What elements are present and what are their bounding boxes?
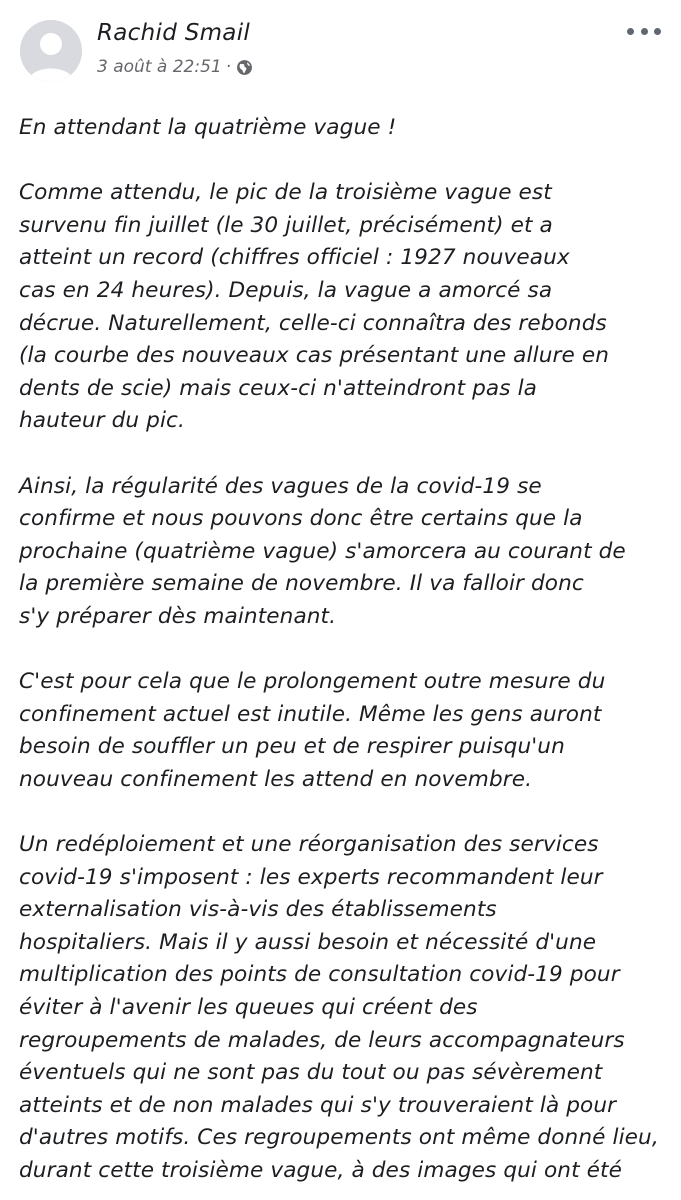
paragraph-gap	[19, 145, 664, 178]
more-options-icon-dot	[641, 28, 648, 35]
post-text-line: (la courbe des nouveaux cas présentant une allure en	[19, 343, 610, 369]
more-options-icon	[627, 28, 634, 35]
post-text-line: En attendant la quatrième vague !	[19, 115, 397, 140]
post-text-line: multiplication des points de consultation covid-19 pour	[19, 962, 620, 988]
post-text-line: atteint un record (chiffres officiel : 1927 nouveaux	[19, 245, 570, 271]
post-text-line: durant cette troisième vague, à des images qui ont été	[19, 1158, 622, 1183]
post-text-line: Ainsi, la régularité des vagues de la covid-19 se	[19, 473, 542, 499]
post-text-line: Comme attendu, le pic de la troisième vague est	[19, 180, 552, 206]
post-text-line: confirme et nous pouvons donc être certains que la	[19, 506, 583, 532]
post-text-line: covid-19 s'imposent : les experts recommandent leur	[19, 864, 603, 890]
post-title-line	[19, 112, 664, 145]
post-text-line: regroupements de malades, de leurs accompagnateurs	[19, 1027, 625, 1053]
post-text-line: atteints et de non malades qui s'y trouveraient là pour	[19, 1092, 617, 1118]
post-timestamp[interactable]: 3 août à 22:51	[97, 57, 222, 77]
post-text-line: décrue. Naturellement, celle-ci connaîtra des rebonds	[19, 310, 607, 336]
meta-separator: ·	[225, 57, 232, 77]
post-text-line: besoin de souffler un peu et de respirer puisqu'un	[19, 734, 565, 760]
post-text-line: la première semaine de novembre. Il va falloir donc	[19, 571, 584, 597]
post-text-line: confinement actuel est inutile. Même les gens auront	[19, 701, 602, 727]
post-paragraph	[19, 666, 664, 796]
post-text-line: Un redéploiement et une réorganisation des services	[19, 832, 599, 858]
paragraph-gap	[19, 438, 664, 471]
paragraph-gap	[19, 796, 664, 829]
post-text-line: d'autres motifs. Ces regroupements ont même donné lieu,	[19, 1125, 659, 1151]
post-text-line: survenu fin juillet (le 30 juillet, précisément) et a	[19, 212, 553, 238]
post-text-line: externalisation vis-à-vis des établissements	[19, 897, 497, 923]
author-name[interactable]: Rachid Smail	[97, 20, 251, 46]
post-text	[19, 112, 664, 1188]
post-text-line: dents de scie) mais ceux-ci n'atteindront pas la	[19, 375, 537, 401]
avatar[interactable]	[20, 20, 82, 82]
post-text-line: nouveau confinement les attend en novembre.	[19, 766, 533, 792]
post-text-line: hauteur du pic.	[19, 408, 185, 434]
post-text-line: cas en 24 heures). Depuis, la vague a amorcé sa	[19, 277, 553, 303]
post-meta	[97, 57, 253, 77]
post-text-line: éviter à l'avenir les queues qui créent des	[19, 995, 478, 1021]
globe-icon[interactable]	[236, 59, 253, 76]
default-avatar-icon	[20, 20, 82, 82]
post-paragraph	[19, 829, 664, 1188]
post-paragraph	[19, 177, 664, 438]
paragraph-gap	[19, 634, 664, 667]
post-paragraph	[19, 471, 664, 634]
post-text-line: éventuels qui ne sont pas du tout ou pas sévèrement	[19, 1060, 603, 1086]
post-text-line: hospitaliers. Mais il y aussi besoin et nécessité d'une	[19, 929, 597, 955]
more-options-icon-dot	[654, 28, 661, 35]
more-options-button[interactable]	[627, 20, 661, 42]
post-text-line: s'y préparer dès maintenant.	[19, 603, 337, 629]
post-header	[0, 0, 681, 96]
post-text-line: prochaine (quatrième vague) s'amorcera au courant de	[19, 538, 626, 564]
post-text-line: C'est pour cela que le prolongement outre mesure du	[19, 669, 606, 695]
